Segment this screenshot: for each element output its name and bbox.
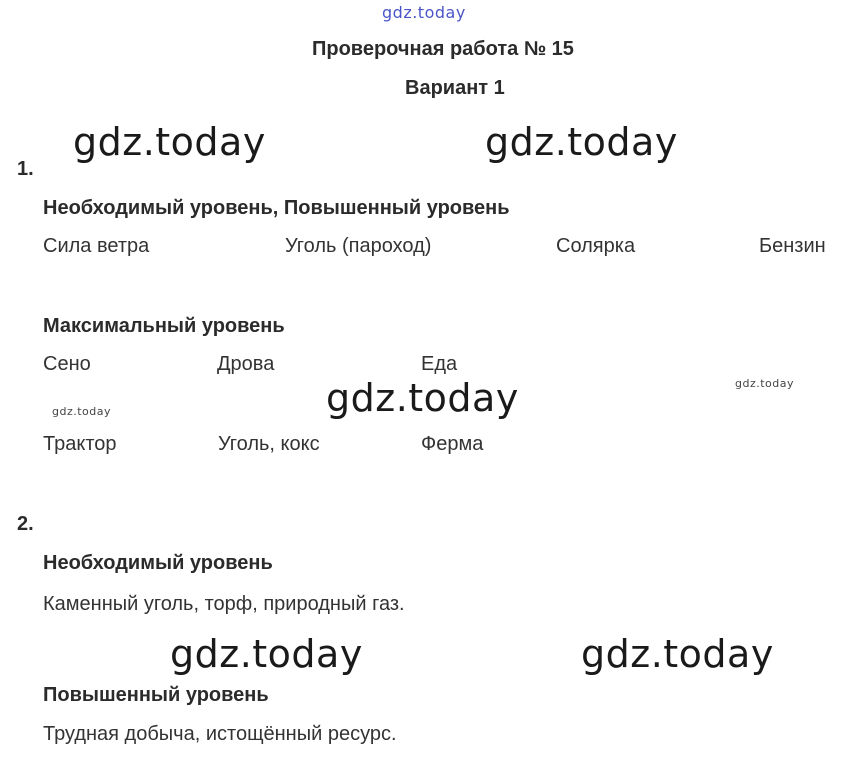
task-2-section-1-heading: Необходимый уровень: [43, 552, 273, 574]
task-1-row-2-item-1: Трактор: [43, 433, 117, 455]
task-1-item-3: Солярка: [556, 235, 636, 257]
watermark-3: gdz.today: [326, 376, 519, 420]
task-1-number: 1.: [17, 158, 34, 180]
task-1-item-2: Уголь (пароход): [285, 235, 432, 257]
task-1-row-1-item-2: Дрова: [217, 353, 275, 375]
watermark-2: gdz.today: [485, 120, 678, 164]
page-title: Проверочная работа № 15: [312, 38, 574, 60]
task-2-section-2-text: Трудная добыча, истощённый ресурс.: [43, 723, 397, 745]
task-1-item-4: Бензин: [759, 235, 826, 257]
watermark-top: gdz.today: [382, 3, 466, 22]
task-2-section-1-text: Каменный уголь, торф, природный газ.: [43, 593, 405, 615]
watermark-4: gdz.today: [735, 377, 795, 390]
variant-label: Вариант 1: [405, 77, 505, 99]
task-1-row-1-item-1: Сено: [43, 353, 91, 375]
task-2-section-2-heading: Повышенный уровень: [43, 684, 269, 706]
task-1-section-2-heading: Максимальный уровень: [43, 315, 285, 337]
watermark-1: gdz.today: [73, 120, 266, 164]
watermark-6: gdz.today: [170, 632, 363, 676]
task-1-row-2-item-2: Уголь, кокс: [218, 433, 320, 455]
task-2-number: 2.: [17, 513, 34, 535]
task-1-row-2-item-3: Ферма: [421, 433, 484, 455]
watermark-7: gdz.today: [581, 632, 774, 676]
task-1-item-1: Сила ветра: [43, 235, 150, 257]
task-1-row-1-item-3: Еда: [421, 353, 458, 375]
task-1-section-1-heading: Необходимый уровень, Повышенный уровень: [43, 197, 510, 219]
watermark-5: gdz.today: [52, 405, 112, 418]
